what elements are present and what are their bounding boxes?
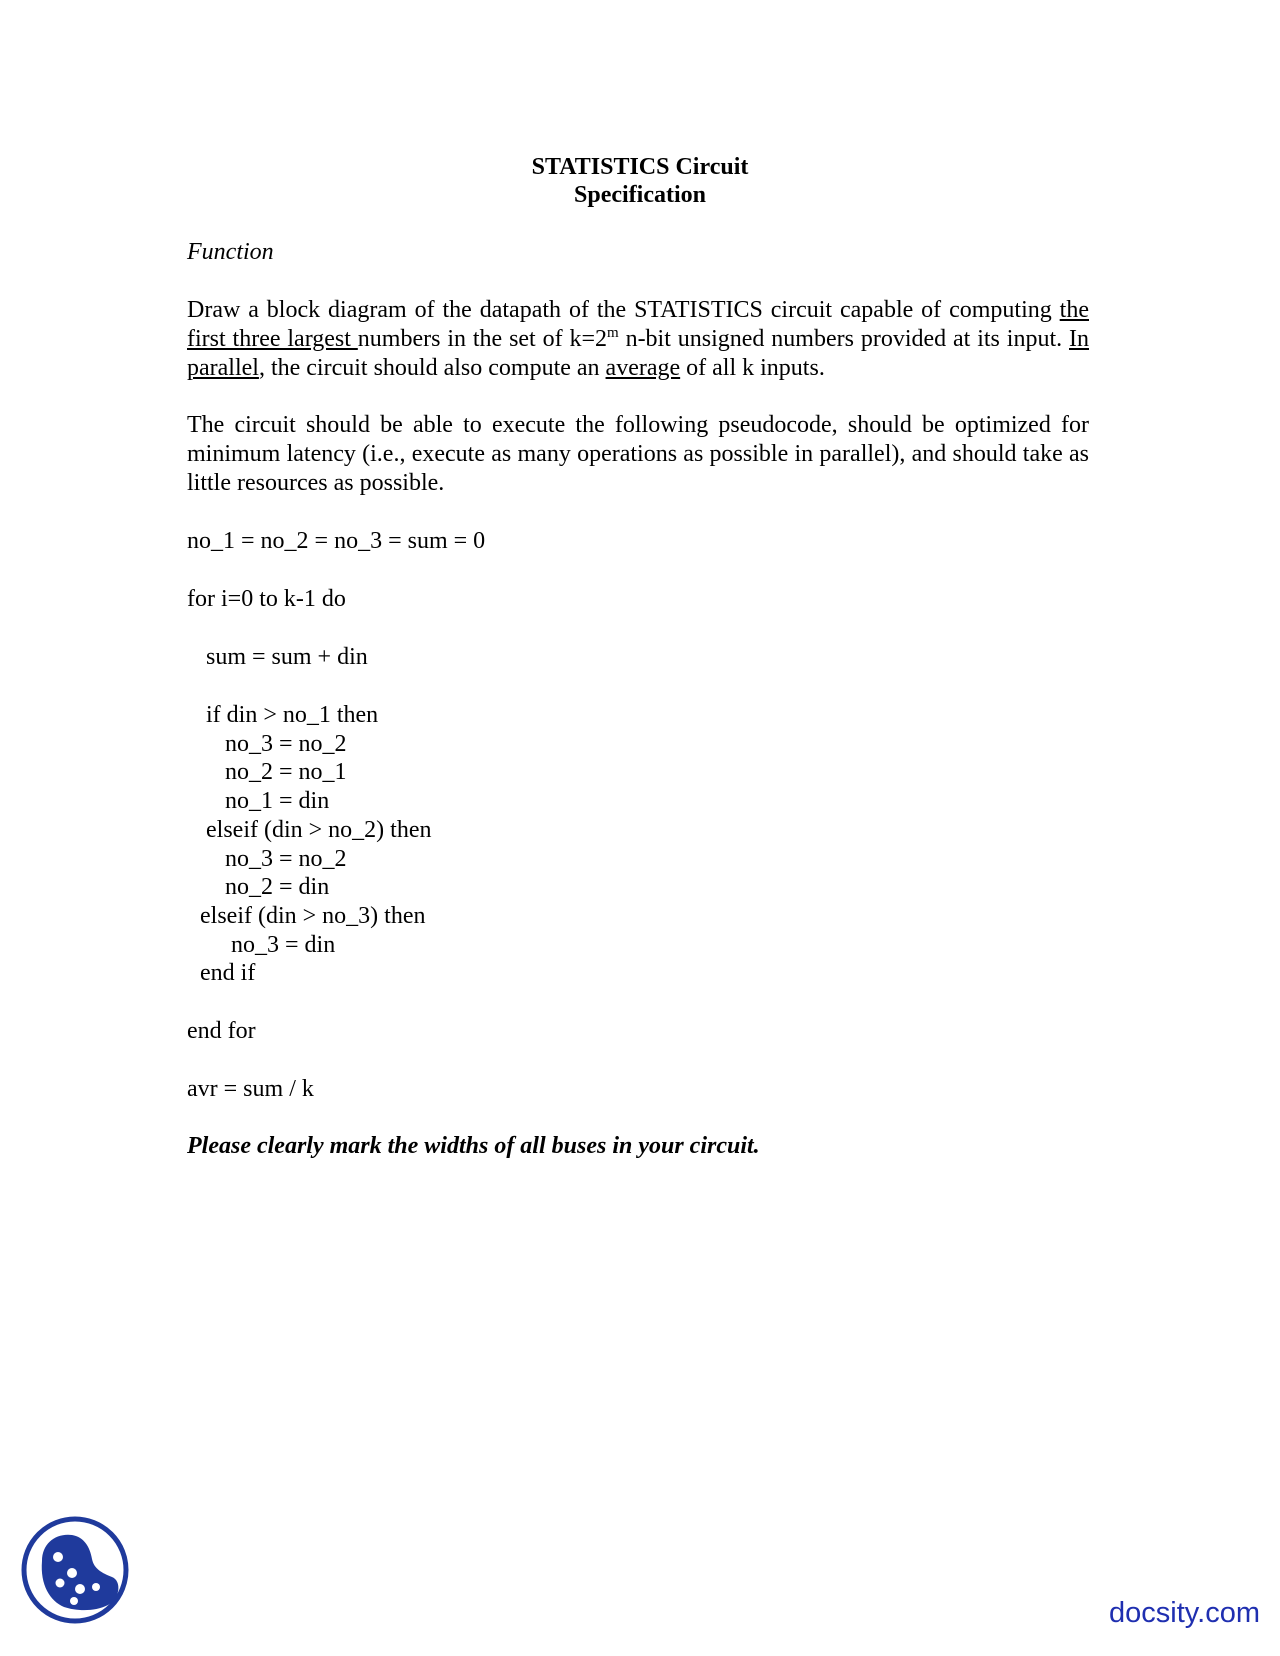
paragraph-text: , the circuit should also compute an	[258, 355, 606, 381]
paragraph-text: of all k inputs.	[680, 355, 825, 381]
underlined-phrase-average: average	[605, 355, 681, 381]
docsity-logo-icon[interactable]	[20, 1515, 130, 1625]
logo-dot	[56, 1579, 65, 1588]
logo-dot	[53, 1552, 63, 1562]
code-if-stmt: no_2 = no_1	[225, 759, 347, 785]
paragraph-text: Draw a block diagram of the datapath of the STATISTICS circuit capable of computing	[187, 297, 1060, 323]
requirements-paragraph: The circuit should be able to execute the following pseudocode, should be optimized for minimum latency (i.e., execute as many operations as possible in parallel), and should take as little resources as possible.	[187, 412, 1089, 496]
logo-dot	[70, 1597, 78, 1605]
code-end-if: end if	[200, 960, 256, 986]
code-sum: sum = sum + din	[206, 644, 368, 670]
code-elseif: elseif (din > no_3) then	[200, 903, 426, 929]
code-if: if din > no_1 then	[206, 702, 379, 728]
document-title: STATISTICS Circuit	[531, 154, 749, 180]
code-elseif-stmt: no_3 = no_2	[225, 846, 347, 872]
code-elseif-stmt: no_3 = din	[231, 932, 336, 958]
code-if-stmt: no_3 = no_2	[225, 731, 347, 757]
underlined-phrase-largest: the first three largest	[187, 297, 1089, 352]
code-elseif: elseif (din > no_2) then	[206, 817, 432, 843]
code-if-stmt: no_1 = din	[225, 788, 330, 814]
bus-width-note: Please clearly mark the widths of all buses in your circuit.	[187, 1133, 760, 1159]
section-heading: Function	[187, 239, 274, 265]
code-end-for: end for	[187, 1018, 256, 1044]
paragraph-text: n-bit unsigned numbers provided at its input.	[618, 326, 1069, 352]
description-paragraph	[187, 296, 1089, 383]
code-elseif-stmt: no_2 = din	[225, 874, 330, 900]
logo-dot	[92, 1583, 100, 1591]
logo-dot	[67, 1568, 77, 1578]
code-average: avr = sum / k	[187, 1076, 314, 1102]
document-subtitle: Specification	[574, 182, 706, 208]
code-for-start: for i=0 to k-1 do	[187, 586, 346, 612]
docsity-link[interactable]: docsity.com	[1109, 1597, 1260, 1629]
underlined-phrase-parallel: In parallel	[187, 326, 1089, 381]
paragraph-text: numbers in the set of k=2	[357, 326, 608, 352]
logo-dot	[75, 1584, 85, 1594]
code-init: no_1 = no_2 = no_3 = sum = 0	[187, 528, 486, 554]
exponent-m: m	[607, 325, 619, 341]
